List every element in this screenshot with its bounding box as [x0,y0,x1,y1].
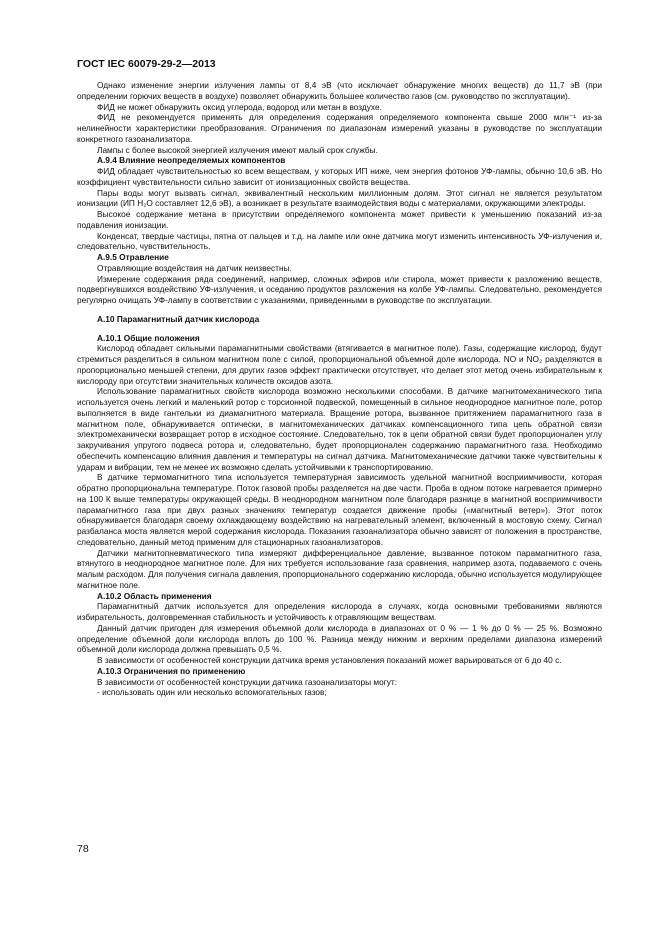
paragraph: ФИД не рекомендуется применять для определения содержания определяемого компонента свыше 2000 млн⁻¹ из-за нелинейности характеристики преобразования. Ограничения по диапазонам измерений указаны в руководстве по эксплуатации конкретного газоанализатора. [77,112,602,144]
paragraph: В зависимости от особенностей конструкции датчика время установления показаний может варьироваться от 6 до 40 с. [97,655,562,665]
spacer [77,325,602,333]
paragraph: ФИД обладает чувствительностью ко всем веществам, у которых ИП ниже, чем энергия фотонов УФ-лампы, обычно 10,6 эВ. Но коэффициент чувствительности сильно зависит от ионизационных свойств вещества. [77,166,602,187]
paragraph: Отравляющие воздействия на датчик неизвестны. [97,262,292,273]
document-page [77,58,602,698]
paragraph: Высокое содержание метана в присутствии определяемого компонента может привести к уменьшению показаний из-за подавления ионизации. [77,209,602,230]
paragraph: В датчике термомагнитного типа используется температурная зависимость удельной магнитной восприимчивости, которая обратно пропорциональна температуре. Поток газовой пробы разделяется на две части. Проба в одном потоке нагревается примерно на 100 К выше температуры окружающей среды. В неоднородном магнитном поле благодаря разнице в магнитной восприимчивости парамагнитного газа при двух разных значениях температур создается движение пробы («магнитный ветер»). Этот поток обнаруживается благодаря своему охлаждающему воздействию на нагревательный элемент, включенный в мостовую схему. Сигнал разбаланса моста является мерой содержания кислорода. Показания газоанализатора обычно зависят от положения в пространстве, следовательно, данный метод применим для стационарных газоанализаторов. [77,472,602,547]
paragraph: Однако изменение энергии излучения лампы от 8,4 эВ (что исключает обнаружение многих веществ) до 11,7 эВ (при определении горючих веществ в воздухе) позволяет обнаружить большее количество газов (см. руководство по эксплуатации). [77,80,602,101]
paragraph: - использовать один или несколько вспомогательных газов; [97,687,327,698]
paragraph: Данный датчик пригоден для измерения объемной доли кислорода в диапазонах от 0 % — 1 % до 0 % — 25 %. Возможно определение объемной доли кислорода вплоть до 100 %. Разница между нижним и верхним пределами диапазона измерений объемной доли кислорода должна превышать 0,5 %. [77,622,602,655]
section-heading: А.10.1 Общие положения [97,332,200,343]
paragraph: Лампы с более высокой энергией излучения имеют малый срок службы. [97,144,378,155]
section-heading: А.9.5 Отравление [97,252,169,262]
paragraph: Конденсат, твердые частицы, пятна от пальцев и т.д. на лампе или окне датчика могут изменить интенсивность УФ-излучения и, следовательно, чувствительность. [77,230,602,252]
document-header: ГОСТ IEC 60079-29-2—2013 [77,58,216,70]
paragraph: Измерение содержания ряда соединений, например, сложных эфиров или стирола, может привести к разложению веществ, подвергнувшихся воздействию УФ-излучения, и оседанию продуктов разложения на колбе УФ-лампы. Следовательно, рекомендуется регулярно очищать УФ-лампу в соответствии с указаниями, приведенными в руководстве по эксплуатации. [77,273,602,305]
paragraph: Использование парамагнитных свойств кислорода возможно несколькими способами. В датчике магнитомеханического типа используется очень легкий и маленький ротор с торсионной подвеской, помещенный в сильное неоднородное магнитное поле, ротор выполняется в виде гантельки из диамагнитного материала. Вращение ротора, вызванное притяжением парамагнитного газа в магнитном поле, обнаруживается оптически, в магнитомеханических датчиках компенсационного типа цепь обратной связи электромеханически возвращает ротор в исходное состояние. Следовательно, ток в цепи обратной связи будет пропорционален углу закручивания упругого подвеса ротора и, следовательно, будет пропорционален содержанию парамагнитного газа. Необходимо обеспечить компенсацию влияния давления и температуры на сигнал датчика. Магнитомеханические датчики также чувствительны к ударам и вибрации, тем не менее их возможно сделать устойчивыми к транспортированию. [77,386,602,472]
paragraph: Датчики магнитопневматического типа измеряют дифференциальное давление, вызванное потоком парамагнитного газа, втянутого в неоднородное магнитное поле. Для них требуется использование газа сравнения, например азота, подаваемого с очень малым расходом. Для получения сигнала давления, пропорционального содержанию кислорода, обычно используется модулирующее магнитное поле. [77,547,602,590]
paragraph: Парамагнитный датчик используется для определения кислорода в случаях, когда основными требованиями являются избирательность, долговременная стабильность и устойчивость к отравляющим веществам. [77,601,602,622]
paragraph: Кислород обладает сильными парамагнитными свойствами (втягивается в магнитное поле). Газы, содержащие кислород, будут стремиться разделиться в сильном магнитном поле с силой, пропорциональной объемной доле кислорода. NO и NO₂ разделяются в пропорционально меньшей степени, для других газов эффект практически отсутствует, что делает этот метод очень избирательным к кислороду при отсутствии значительных количеств оксидов азота. [77,343,602,386]
page-number: 78 [77,843,89,855]
spacer [77,306,602,314]
section-heading: А.10.2 Область применения [97,590,212,601]
document-body [77,80,602,698]
section-heading: А.10 Парамагнитный датчик кислорода [97,313,260,324]
paragraph: Пары воды могут вызвать сигнал, эквивалентный нескольким миллионным долям. Этот сигнал не является результатом ионизации (ИП H₂O составляет 12,6 эВ), а возникает в результате взаимодействия воды с материалами, окружающими электроды. [77,187,602,209]
paragraph: ФИД не может обнаружить оксид углерода, водород или метан в воздухе. [97,101,382,112]
section-heading: А.9.4 Влияние неопределяемых компонентов [97,155,286,166]
section-heading: А.10.3 Ограничения по применению [97,665,246,676]
paragraph: В зависимости от особенностей конструкции датчика газоанализаторы могут: [97,676,398,687]
